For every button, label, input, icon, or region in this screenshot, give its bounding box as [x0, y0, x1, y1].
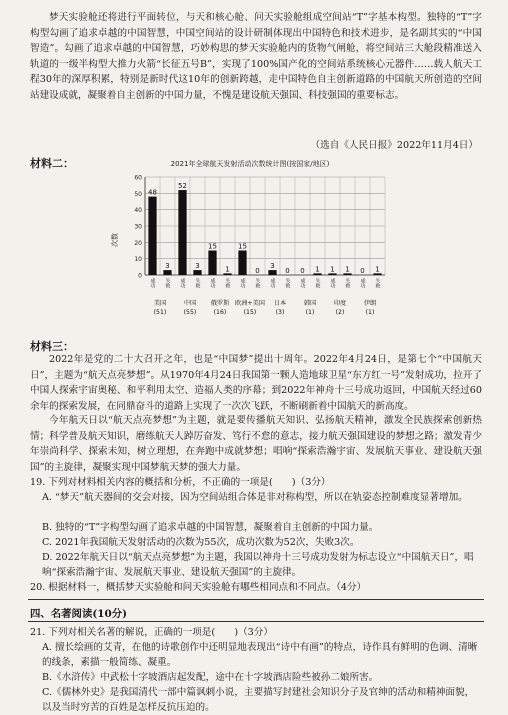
q21-option-a: A. 擅长绘画的艾青，在他的诗歌创作中还明显地表现出“诗中有画”的特点，诗作具有鲜明的色调、清晰的线条，素描一般简练、凝重。 — [42, 642, 478, 668]
material-three-paragraph-2: 今年航天日以“航天点亮梦想”为主题，就是要传播航天知识、弘扬航天精神，激发全民族探索创新热情；科学普及航天知识，磨练航天人踔厉奋发、笃行不怠的意志，接力航天强国建设的梦想之路；激发青少年崇尚科学、探索未知，树立理想，在奔跑中成就梦想；唱响“探索浩瀚宇宙、发展航天事业、建设航天强国”的主旋律，凝聚实现中国梦航天梦的强大力量。 — [30, 415, 482, 473]
series-tick-label: 成功 — [209, 278, 216, 288]
bar-value-label: 0 — [285, 267, 290, 275]
y-tick-label: 50 — [134, 190, 142, 198]
bar — [178, 190, 186, 275]
material-three-paragraph-1: 2022年是党的二十大召开之年，也是“中国梦”提出十周年。2022年4月24日，是第七个“中国航天日”，主题为“航天点亮梦想”。从1970年4月24日我国第一颗人造地球卫星“东方红一号”发射成功，拉开了中国人探索宇宙奥秘、和平利用太空、造福人类的序幕；到2022年神舟十三号成功返回，中国航天经过60余年的探索发展，在同鼎奋斗的道路上实现了一次次飞跃，不断刷新着中国航天的新高度。 — [30, 354, 482, 412]
bar-value-label: 0 — [360, 267, 365, 275]
material-three-label: 材料三： — [30, 340, 74, 353]
q21-option-b: B.《水浒传》中武松十字坡酒店起发配，途中在十字坡酒店险些被孙二娘所害。 — [42, 672, 379, 683]
series-tick-label: 失败 — [314, 278, 321, 288]
group-label: 中国 — [183, 300, 197, 307]
group-total-label: (16) — [213, 309, 227, 316]
q19-option-d: D. 2022年航天日以“航天点亮梦想”为主题，我国以神舟十三号成功发射为标志设立“中国航天日”，唱响“探索浩瀚宇宙、发展航天事业、建设航天强国”的主旋律。 — [42, 552, 474, 578]
series-tick-label: 失败 — [224, 278, 231, 288]
series-tick-label: 成功 — [329, 278, 336, 288]
bar — [343, 273, 351, 275]
chart-ylabel: 次数 — [111, 233, 119, 247]
bar-value-label: 0 — [255, 267, 260, 275]
y-tick-label: 30 — [134, 223, 142, 231]
series-tick-label: 失败 — [284, 278, 291, 288]
question-20: 20. 根据材料一，概括梦天实验舱和问天实验舱有哪些相同点和不同点。（4分） — [30, 582, 367, 593]
bar-value-label: 3 — [165, 262, 170, 271]
group-total-label: (15) — [243, 309, 257, 316]
q19-option-c: C. 2021年我国航天发射活动的次数为55次，成功次数为52次，失败3次。 — [42, 537, 360, 548]
group-label: 俄罗斯 — [210, 300, 230, 307]
bar-value-label: 1 — [225, 265, 230, 274]
question-19: 19. 下列对材料相关内容的概括和分析，不正确的一项是( )（3分） — [30, 477, 331, 488]
bar — [163, 270, 171, 275]
section-four-heading: 四、名著阅读(10分) — [30, 608, 128, 620]
bar — [268, 270, 276, 275]
series-tick-label: 成功 — [179, 278, 186, 288]
group-label: 印度 — [333, 300, 347, 307]
y-tick-label: 40 — [134, 207, 142, 215]
series-tick-label: 失败 — [164, 278, 171, 288]
y-tick-label: 20 — [134, 239, 142, 247]
series-tick-label: 失败 — [344, 278, 351, 288]
group-label: 日本 — [273, 300, 287, 307]
bar-value-label: 3 — [270, 262, 275, 271]
material-two-label: 材料二： — [30, 157, 74, 170]
bar-value-label: 15 — [238, 242, 247, 251]
y-tick-label: 60 — [134, 174, 142, 182]
bar-value-label: 1 — [330, 265, 335, 274]
bar-value-label: 1 — [315, 265, 320, 274]
x-axis-labels — [150, 277, 381, 316]
bar-value-label: 3 — [195, 262, 200, 271]
bar-value-label: 15 — [208, 242, 217, 251]
group-total-label: (51) — [153, 309, 167, 316]
q21-option-c: C.《儒林外史》是我国清代一部中篇讽刺小说，主要描写封建社会知识分子及官绅的活动和精神面貌，以及当时穷苦的百姓是怎样反抗压迫的。 — [42, 687, 475, 713]
series-tick-label: 失败 — [254, 278, 261, 288]
bar-value-label: 52 — [178, 182, 187, 191]
series-tick-label: 成功 — [269, 278, 276, 288]
section-divider — [28, 599, 484, 600]
bar — [373, 273, 381, 275]
material-one-paragraph: 梦天实验舱还将进行平面转位，与天和核心舱、问天实验舱组成空间站“T”字基本构型。独特的“T”字构型勾画了追求卓越的中国智慧，中国空间站的设计研制体现出中国特色和技术进步，是名副其实的“中国智造”。勾画了追求卓越的中国智慧，巧妙构思的梦天实验舱内的货物气闸舱，将空间站三大舱段精准送入轨道的一级半构型大推力火箭“长征五号B”，实现了100%国产化的空间站系统核心元器件……载人航天工程30年的深厚积累，特别是新时代这10年的创新跨越，走中国特色自主创新道路的中国航天所创造的空间站建设成就，凝聚着自主创新的中国力量，不愧是建设航天强国、科技强国的重要标志。 — [30, 12, 482, 101]
bar-value-label: 48 — [148, 188, 157, 197]
series-tick-label: 成功 — [299, 278, 306, 288]
bar — [148, 197, 156, 275]
material-one-source: （选自《人民日报》2022年11月4日） — [310, 140, 478, 151]
y-tick-label: 10 — [134, 256, 142, 264]
question-21: 21. 下列对相关名著的解说，正确的一项是( )（3分） — [30, 627, 273, 638]
y-tick-label: 0 — [138, 272, 142, 280]
bar — [223, 273, 231, 275]
series-tick-label: 失败 — [374, 278, 381, 288]
group-total-label: (1) — [365, 309, 375, 316]
bar — [238, 251, 246, 276]
group-label: 韩国 — [303, 300, 317, 307]
bar-value-label: 1 — [345, 265, 350, 274]
bar-value-label: 0 — [300, 267, 305, 275]
group-total-label: (1) — [305, 309, 315, 316]
q19-option-a: A. “梦天”航天器间的交会对接，因为空间站组合体是非对称构型，所以在轨姿态控制难度显著增加。 — [42, 492, 468, 503]
launch-statistics-chart — [105, 155, 395, 335]
group-label: 伊朗 — [363, 300, 377, 307]
bar — [193, 270, 201, 275]
group-label: 美国 — [153, 300, 167, 307]
chart-title: 2021年全球航天发射活动次数统计图(按国家/地区) — [170, 160, 330, 168]
bar — [328, 273, 336, 275]
bar — [208, 251, 216, 276]
group-label: 欧洲+美国 — [235, 300, 265, 307]
y-axis — [134, 175, 385, 280]
series-tick-label: 成功 — [359, 278, 366, 288]
group-total-label: (2) — [335, 309, 345, 316]
bar — [313, 273, 321, 275]
series-tick-label: 成功 — [149, 278, 156, 288]
section-divider — [28, 621, 484, 622]
group-total-label: (3) — [275, 309, 285, 316]
series-tick-label: 失败 — [194, 278, 201, 288]
bar-value-label: 1 — [375, 265, 380, 274]
q19-option-b: B. 独特的“T”字构型勾画了追求卓越的中国智慧，凝聚着自主创新的中国力量。 — [42, 522, 379, 533]
series-tick-label: 成功 — [239, 278, 246, 288]
group-total-label: (55) — [183, 309, 197, 316]
